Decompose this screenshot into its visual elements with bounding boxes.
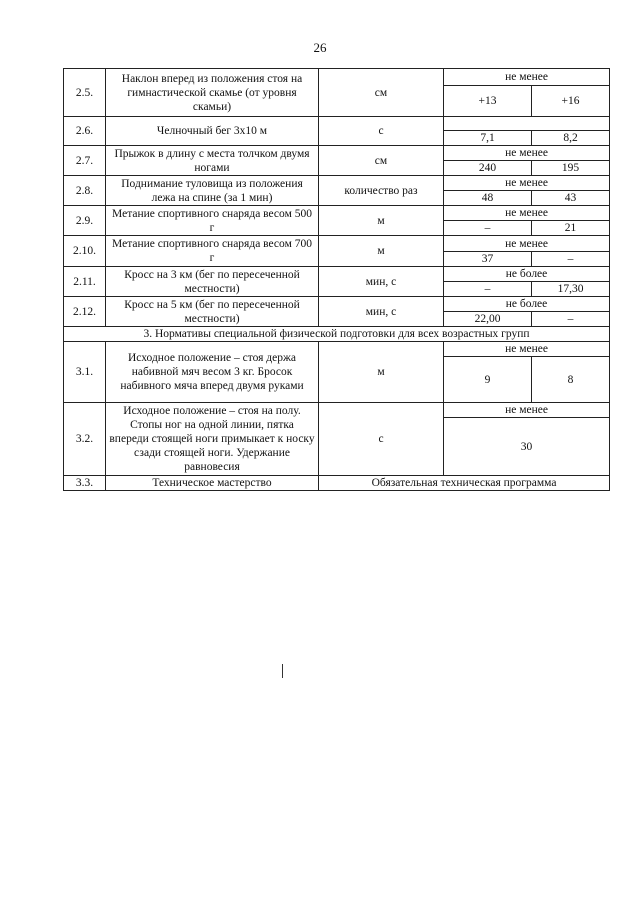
table-row: [64, 267, 610, 282]
program-cell: Обязательная техническая программа: [319, 476, 610, 491]
value-cell: –: [532, 312, 610, 327]
value-cell: 240: [444, 161, 532, 176]
condition-cell: не менее: [444, 176, 610, 191]
condition-cell: не более: [444, 267, 610, 282]
section-title: 3. Нормативы специальной физической подготовки для всех возрастных групп: [64, 327, 610, 342]
exercise-name: Поднимание туловища из положения лежа на спине (за 1 мин): [106, 176, 319, 206]
row-number: 3.2.: [64, 403, 106, 476]
row-number: 3.1.: [64, 342, 106, 403]
value-cell: 48: [444, 191, 532, 206]
table-row: [64, 206, 610, 221]
value-cell: –: [444, 221, 532, 236]
section-header: [64, 327, 610, 342]
exercise-name: Метание спортивного снаряда весом 700 г: [106, 236, 319, 267]
row-number: 2.10.: [64, 236, 106, 267]
exercise-name: Челночный бег 3х10 м: [106, 117, 319, 146]
condition-cell: не менее: [444, 146, 610, 161]
value-cell: 8,2: [532, 131, 610, 146]
table-row: [64, 236, 610, 252]
exercise-name: Техническое мастерство: [106, 476, 319, 491]
row-number: 3.3.: [64, 476, 106, 491]
scan-mark: [282, 664, 283, 678]
unit-cell: с: [319, 117, 444, 146]
table-row: [64, 69, 610, 86]
table-row: [64, 297, 610, 312]
exercise-name: Кросс на 3 км (бег по пересеченной местности): [106, 267, 319, 297]
row-number: 2.9.: [64, 206, 106, 236]
unit-cell: м: [319, 236, 444, 267]
unit-cell: мин, с: [319, 267, 444, 297]
unit-cell: с: [319, 403, 444, 476]
exercise-name: Исходное положение – стоя держа набивной мяч весом 3 кг. Бросок набивного мяча вперед двумя руками: [106, 342, 319, 403]
page-number: 26: [313, 40, 327, 55]
table-row: [64, 176, 610, 191]
row-number: 2.5.: [64, 69, 106, 117]
table-row: [64, 117, 610, 131]
value-cell: 9: [444, 357, 532, 403]
condition-cell: не менее: [444, 403, 610, 418]
exercise-name: Прыжок в длину с места толчком двумя ногами: [106, 146, 319, 176]
table-row: [64, 476, 610, 491]
value-cell: 30: [444, 418, 610, 476]
value-cell: 8: [532, 357, 610, 403]
value-cell: +16: [532, 86, 610, 117]
exercise-name: Метание спортивного снаряда весом 500 г: [106, 206, 319, 236]
value-cell: –: [532, 252, 610, 267]
value-cell: 195: [532, 161, 610, 176]
value-cell: 7,1: [444, 131, 532, 146]
condition-cell: не более: [444, 297, 610, 312]
value-cell: –: [444, 282, 532, 297]
row-number: 2.12.: [64, 297, 106, 327]
table-row: [64, 146, 610, 161]
condition-cell: не менее: [444, 69, 610, 86]
value-cell: 37: [444, 252, 532, 267]
value-cell: 21: [532, 221, 610, 236]
condition-cell: не менее: [444, 206, 610, 221]
condition-cell: не менее: [444, 236, 610, 252]
unit-cell: количество раз: [319, 176, 444, 206]
row-number: 2.8.: [64, 176, 106, 206]
exercise-name: Наклон вперед из положения стоя на гимнастической скамье (от уровня скамьи): [106, 69, 319, 117]
unit-cell: см: [319, 146, 444, 176]
unit-cell: м: [319, 342, 444, 403]
value-cell: 17,30: [532, 282, 610, 297]
condition-cell: не менее: [444, 342, 610, 357]
unit-cell: м: [319, 206, 444, 236]
exercise-name: Кросс на 5 км (бег по пересеченной местности): [106, 297, 319, 327]
unit-cell: мин, с: [319, 297, 444, 327]
exercise-name: Исходное положение – стоя на полу. Стопы ног на одной линии, пятка впереди стоящей ноги примыкает к носку сзади стоящей ноги. Удержание равновесия: [106, 403, 319, 476]
table-row: [64, 403, 610, 418]
value-cell: +13: [444, 86, 532, 117]
condition-cell: [444, 117, 610, 131]
unit-cell: см: [319, 69, 444, 117]
value-cell: 22,00: [444, 312, 532, 327]
table-row: [64, 342, 610, 357]
norms-table: [63, 68, 610, 491]
row-number: 2.11.: [64, 267, 106, 297]
value-cell: 43: [532, 191, 610, 206]
row-number: 2.7.: [64, 146, 106, 176]
row-number: 2.6.: [64, 117, 106, 146]
